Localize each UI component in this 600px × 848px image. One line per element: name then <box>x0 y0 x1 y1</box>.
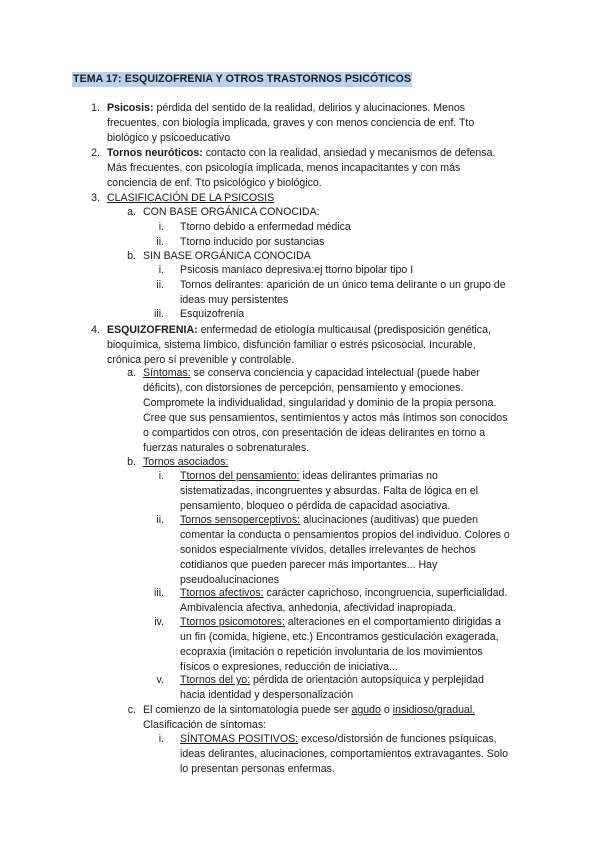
list-marker: i. <box>158 470 164 482</box>
list-item: CLASIFICACIÓN DE LA PSICOSIS <box>107 192 275 204</box>
list-marker: iii. <box>153 308 164 320</box>
list-item: Esquizofrenia <box>180 308 245 320</box>
document-title: TEMA 17: ESQUIZOFRENIA Y OTROS TRASTORNOS PSICÓTICOS <box>73 73 412 85</box>
list-marker: ii. <box>156 514 164 526</box>
list-item: Síntomas: se conserva conciencia y capacidad intelectual (puede haber déficits), con distorsiones de percepción, pensamiento y emociones. Compromete la individualidad, singularidad y dominio de la propia persona. Cree que sus pensamientos, sentimientos y actos más íntimos son conocidos o compartidos con otros, con presentación de ideas delirantes en torno a fuerzas naturales o sobrenaturales. <box>143 367 508 454</box>
list-item: Ttornos psicomotores: alteraciones en el comportamiento dirigidas a un fin (comida, higiene, etc.) Encontramos gesticulación exagerada, ecopraxia (imitación o repetición involuntaria de los movimientos físicos o expresiones, reducción de iniciativa... <box>180 616 501 673</box>
list-marker: a. <box>127 206 136 218</box>
list-item: Ttorno debido a enfermedad médica <box>180 221 351 233</box>
list-marker: iv. <box>154 616 164 628</box>
list-item: Psicosis: pérdida del sentido de la realidad, delirios y alucinaciones. Menos frecuentes, con biología implicada, graves y con menos conciencia de enf. Tto biológico y psicoeducativo <box>107 102 475 144</box>
list-marker: i. <box>158 733 164 745</box>
list-item: CON BASE ORGÁNICA CONOCIDA: <box>143 206 320 218</box>
list-item: Ttornos afectivos: carácter caprichoso, incongruencia, superficialidad. Ambivalencia afectiva, anhedonia, afectividad inapropiada. <box>180 587 508 614</box>
list-item: ESQUIZOFRENIA: enfermedad de etiología multicausal (predisposición genética, bioquímica, sistema límbico, disfunción familiar o estrés psicosocial. Incurable, crónica pero sí prevenible y controlable. <box>107 324 491 366</box>
list-marker: 3. <box>91 192 100 204</box>
list-marker: v. <box>156 674 164 686</box>
list-item: Ttorno inducido por sustancias <box>180 236 325 248</box>
list-marker: b. <box>127 456 136 468</box>
list-item: Tornos asociados: <box>143 456 229 468</box>
list-item: Tornos neuróticos: contacto con la realidad, ansiedad y mecanismos de defensa. Más frecuentes, con psicología implicada, menos incapacitantes y con más conciencia de enf. Tto psicológico y biológico. <box>107 147 496 189</box>
list-item: El comienzo de la sintomatología puede ser agudo o insidioso/gradual. Clasificación de síntomas: <box>143 704 476 731</box>
list-item: SÍNTOMAS POSITIVOS: exceso/distorsión de funciones psíquicas, ideas delirantes, alucinaciones, comportamientos extravagantes. Solo lo presentan personas enfermas. <box>180 733 509 775</box>
list-marker: c. <box>127 704 136 716</box>
list-item: Ttornos del yo: pérdida de orientación autopsíquica y perplejidad hacia identidad y despersonalización <box>180 674 484 701</box>
list-item: Psicosis maníaco depresiva:ej ttorno bipolar tipo I <box>180 264 414 276</box>
list-marker: ii. <box>156 236 164 248</box>
list-marker: i. <box>158 264 164 276</box>
list-marker: 4. <box>91 324 100 336</box>
list-marker: iii. <box>153 587 164 599</box>
list-item: Ttornos del pensamiento: ideas delirantes primarias no sistematizadas, incongruentes y absurdas. Falta de lógica en el pensamiento, bloqueo o pérdida de capacidad asociativa. <box>180 470 478 512</box>
list-marker: 2. <box>91 147 100 159</box>
list-marker: ii. <box>156 279 164 291</box>
list-item: Tornos delirantes: aparición de un único tema delirante o un grupo de ideas muy persistentes <box>180 279 506 306</box>
list-item: Tornos sensoperceptivos: alucinaciones (auditivas) que pueden comentar la conducta o pensamientos propios del individuo. Colores o sonidos especialmente vívidos, detalles irrelevantes de hechos cotidianos que pueden parecer más importantes... Hay pseudoalucinaciones <box>180 514 510 586</box>
list-marker: i. <box>158 221 164 233</box>
list-marker: b. <box>127 250 136 262</box>
list-item: SIN BASE ORGÁNICA CONOCIDA <box>143 250 311 262</box>
list-marker: a. <box>127 367 136 379</box>
list-marker: 1. <box>91 102 100 114</box>
